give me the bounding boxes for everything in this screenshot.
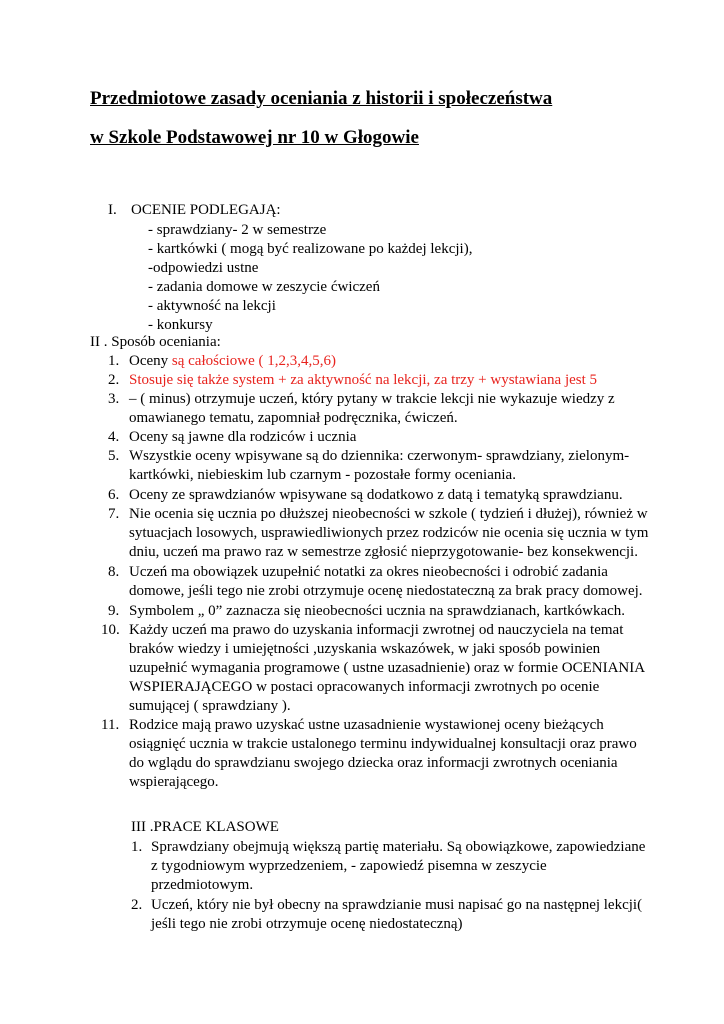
section-2-item-number: 11. — [101, 717, 120, 733]
section-2-item-text: Oceny są całościowe ( 1,2,3,4,5,6) — [129, 353, 337, 369]
section-3-item-text: Uczeń, który nie był obecny na sprawdzianie musi napisać go na następnej lekcji( — [151, 897, 643, 913]
section-1-item: - kartkówki ( mogą być realizowane po każdej lekcji), — [148, 241, 473, 257]
section-2-item-number: 6. — [108, 487, 120, 503]
section-2-item-text: Każdy uczeń ma prawo do uzyskania informacji zwrotnej od nauczyciela na temat — [129, 622, 624, 638]
section-2-item-number: 5. — [108, 448, 120, 464]
section-2-heading: II . Sposób oceniania: — [90, 334, 221, 350]
section-2-item-text: wspierającego. — [129, 774, 219, 790]
section-1-item: -odpowiedzi ustne — [148, 260, 259, 276]
section-2-item-text: do wglądu do sprawdzianu swojego dziecka oraz informacji zwrotnych oceniania — [129, 755, 618, 771]
section-2-item-text: – ( minus) otrzymuje uczeń, który pytany w trakcie lekcji nie wykazuje wiedzy z — [129, 391, 615, 407]
section-2-item-text: uzupełnić wymagania programowe ( ustne uzasadnienie) oraz w formie OCENIANIA — [129, 660, 646, 676]
section-2-item-number: 8. — [108, 564, 120, 580]
section-2-item-text: Symbolem „ 0” zaznacza się nieobecności ucznia na sprawdzianach, kartkówkach. — [129, 603, 626, 619]
section-2-item-text: domowe, jeśli tego nie zrobi otrzymuje ocenę niedostateczną za brak pracy domowej. — [129, 583, 643, 599]
section-2-item-text: Oceny ze sprawdzianów wpisywane są dodatkowo z datą i tematyką sprawdzianu. — [129, 487, 623, 503]
section-2-item-text: dniu, uczeń ma prawo raz w semestrze zgłosić nieprzygotowanie- bez konsekwencji. — [129, 544, 638, 560]
section-2-item-number: 10. — [101, 622, 120, 638]
section-2-item-text: Wszystkie oceny wpisywane są do dziennika: czerwonym- sprawdziany, zielonym- — [129, 448, 630, 464]
section-2-item-text: osiągnięć ucznia w trakcie ustalonego terminu indywidualnej konsultacji oraz prawo — [129, 736, 637, 752]
section-2-item-text: omawianego tematu, zapomniał podręcznika, ćwiczeń. — [129, 410, 458, 426]
section-2-item-number: 1. — [108, 353, 120, 369]
section-1-item: - aktywność na lekcji — [148, 298, 276, 314]
section-2-item-text: sumującej ( sprawdziany ). — [129, 698, 291, 714]
section-3-item-number: 2. — [131, 897, 143, 913]
section-2-item-number: 4. — [108, 429, 120, 445]
section-2-item-number: 7. — [108, 506, 120, 522]
section-2-item-text: Stosuje się także system + za aktywność na lekcji, za trzy + wystawiana jest 5 — [129, 372, 598, 388]
section-3-item-text: Sprawdziany obejmują większą partię materiału. Są obowiązkowe, zapowiedziane — [151, 839, 646, 855]
section-2-item-text: WSPIERAJĄCEGO w postaci opracowanych informacji zwrotnych po ocenie — [129, 679, 600, 695]
section-2-item-text: braków wiedzy i umiejętności ,uzyskania wskazówek, w jaki sposób powinien — [129, 641, 601, 657]
section-2-item-number: 2. — [108, 372, 120, 388]
section-2-item-text: Oceny są jawne dla rodziców i ucznia — [129, 429, 357, 445]
section-2-item-text: kartkówki, niebieskim lub czarnym - pozostałe formy oceniania. — [129, 467, 516, 483]
document-title-line-2: w Szkole Podstawowej nr 10 w Głogowie — [90, 127, 419, 148]
section-2-item-number: 9. — [108, 603, 120, 619]
section-2-item-text: Nie ocenia się ucznia po dłuższej nieobecności w szkole ( tydzień i dłużej), również w — [129, 506, 648, 522]
section-1-item: - zadania domowe w zeszycie ćwiczeń — [148, 279, 380, 295]
section-2-item-text: Uczeń ma obowiązek uzupełnić notatki za okres nieobecności i odrobić zadania — [129, 564, 608, 580]
section-3-heading: III .PRACE KLASOWE — [131, 819, 279, 835]
section-3-item-text: przedmiotowym. — [151, 877, 254, 893]
red-highlight-text: są całościowe ( 1,2,3,4,5,6) — [171, 353, 337, 369]
section-2-item-number: 3. — [108, 391, 120, 407]
section-3-item-text: z tygodniowym wyprzedzeniem, - zapowiedź pisemna w zeszycie — [151, 858, 547, 874]
section-3-item-text: jeśli tego nie zrobi otrzymuje ocenę niedostateczną) — [151, 916, 463, 932]
section-1-heading: OCENIE PODLEGAJĄ: — [131, 202, 281, 218]
document-title-line-1: Przedmiotowe zasady oceniania z historii i społeczeństwa — [90, 88, 553, 109]
section-2-item-text: Rodzice mają prawo uzyskać ustne uzasadnienie wystawionej oceny bieżących — [129, 717, 604, 733]
section-3-item-number: 1. — [131, 839, 143, 855]
section-1-item: - konkursy — [148, 317, 213, 333]
section-1-number: I. — [108, 202, 117, 218]
section-1-item: - sprawdziany- 2 w semestrze — [148, 222, 327, 238]
section-2-item-text: sytuacjach losowych, usprawiedliwionych przez rodziców nie ocenia się ucznia w tym — [129, 525, 649, 541]
